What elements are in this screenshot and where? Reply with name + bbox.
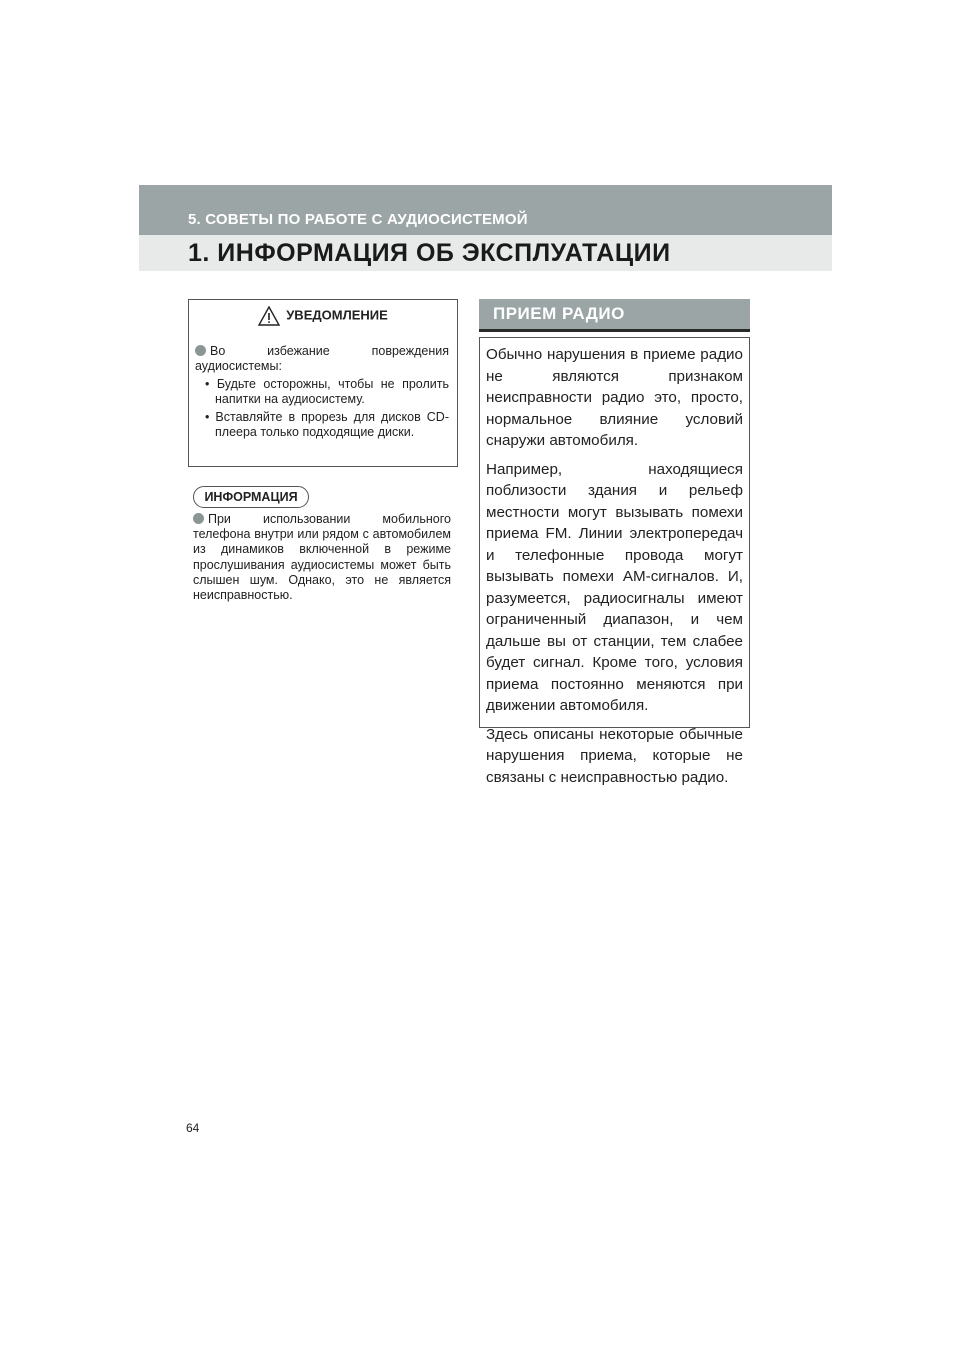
page-title: 1. ИНФОРМАЦИЯ ОБ ЭКСПЛУАТАЦИИ [188, 239, 671, 267]
warning-triangle-icon [258, 306, 280, 326]
info-text [193, 512, 451, 603]
radio-paragraph: Здесь описаны некоторые обычные нарушения приема, которые не связаны с неисправностью радио. [486, 725, 743, 786]
info-badge: ИНФОРМАЦИЯ [193, 486, 309, 508]
page-number: 64 [186, 1121, 200, 1135]
radio-section-heading [479, 299, 750, 332]
notice-sub-item-text: Будьте осторожны, чтобы не пролить напитки на аудиосистему. [215, 377, 449, 406]
notice-heading [189, 306, 457, 326]
radio-paragraph: Обычно нарушения в приеме радио не являются признаком неисправности радио это, просто, нормальное влияние условий снаружи автомобиля. [486, 346, 743, 449]
bullet-dot-icon [195, 345, 206, 356]
notice-box [188, 299, 458, 467]
notice-sub-item: • Вставляйте в прорезь для дисков CD-плеера только подходящие диски. [205, 410, 449, 439]
radio-paragraph: Например, находящиеся поблизости здания и рельеф местности могут вызывать помехи приема FM. Линии электропередач и телефонные провода могут вызывать помехи AM-сигналов. И, разумеется, радиосигналы имеют ограниченный диапазон, и чем дальше вы от станции, тем слабее будет сигнал. Кроме того, условия приема постоянно меняются при движении автомобиля. [486, 460, 743, 714]
info-text-body: При использовании мобильного телефона внутри или рядом с автомобилем из динамиков включенной в режиме прослушивания аудиосистемы может быть слышен шум. Однако, это не является неисправностью. [193, 512, 451, 603]
notice-sub-item: • Будьте осторожны, чтобы не пролить напитки на аудиосистему. [205, 377, 449, 406]
notice-sub-item-text: Вставляйте в прорезь для дисков CD-плеера только подходящие диски. [215, 410, 449, 439]
notice-bullet-text: Во избежание повреждения аудиосистемы: [195, 344, 449, 373]
chapter-header [139, 185, 832, 271]
section-label: 5. СОВЕТЫ ПО РАБОТЕ С АУДИОСИСТЕМОЙ [188, 211, 528, 228]
radio-heading-text: ПРИЕМ РАДИО [493, 304, 625, 323]
notice-heading-text: УВЕДОМЛЕНИЕ [286, 307, 388, 323]
radio-text-box [479, 337, 750, 786]
notice-bullet [195, 344, 449, 374]
bullet-dot-icon [193, 513, 204, 524]
